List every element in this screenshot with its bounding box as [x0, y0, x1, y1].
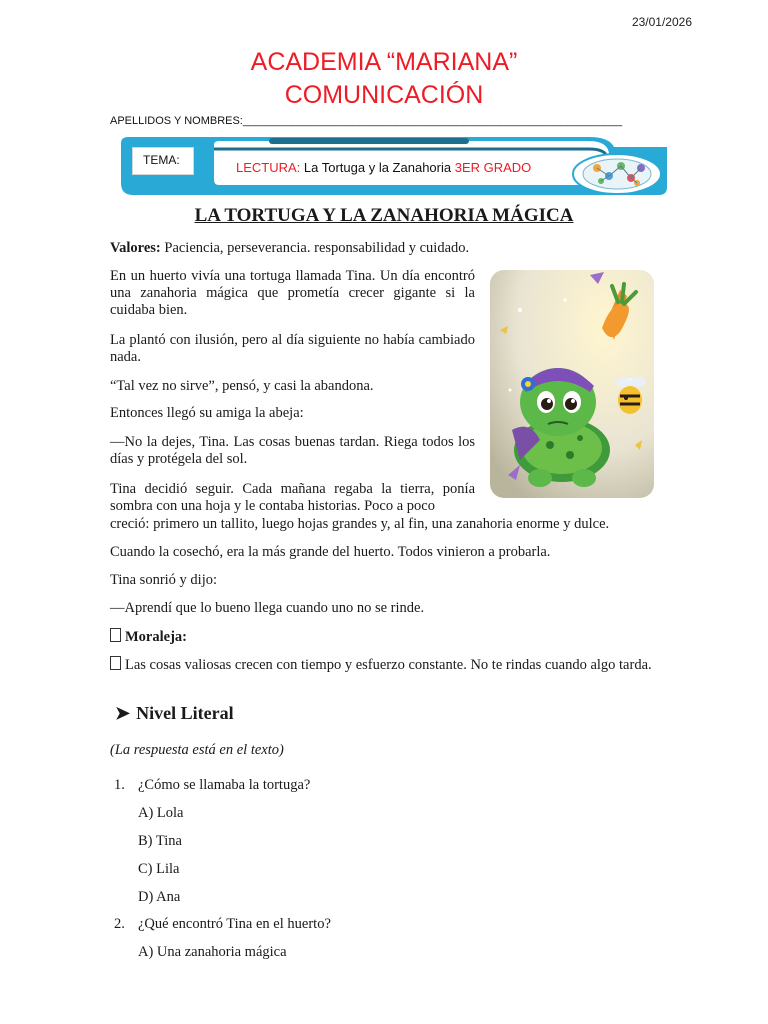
story-title: LA TORTUGA Y LA ZANAHORIA MÁGICA [194, 205, 574, 226]
reading-title [236, 160, 531, 175]
question-number: 2. [114, 916, 125, 932]
answer-option: D) Ana [138, 889, 181, 905]
question-text: ¿Cómo se llamaba la tortuga? [138, 777, 311, 793]
tema-label: TEMA: [132, 147, 194, 175]
story-paragraph-6b: creció: primero un tallito, luego hojas grandes y, al fin, una zanahoria enorme y dulce. [110, 516, 610, 532]
moral-text-line [110, 656, 658, 674]
lectura-title: La Tortuga y la Zanahoria [300, 160, 455, 175]
moral-text: Las cosas valiosas crecen con tiempo y esfuerzo constante. No te rindas cuando algo tarda. [125, 657, 652, 673]
story-paragraph-9: —Aprendí que lo bueno llega cuando uno no se rinde. [110, 600, 425, 616]
student-name-field: APELLIDOS Y NOMBRES:______________________________________________________________ [110, 115, 623, 127]
values-label: Valores: [110, 240, 161, 256]
section-heading [115, 703, 234, 724]
answer-option: C) Lila [138, 861, 180, 877]
question-1 [114, 777, 310, 794]
brain-network-icon [571, 152, 663, 196]
story-paragraph-3: “Tal vez no sirve”, pensó, y casi la abandona. [110, 378, 374, 394]
missing-glyph-icon [110, 656, 121, 670]
story-paragraph-2: La plantó con ilusión, pero al día siguiente no había cambiado nada. [110, 332, 475, 365]
story-paragraph-8: Tina sonrió y dijo: [110, 572, 218, 588]
answer-option: A) Lola [138, 805, 184, 821]
turtle-illustration [490, 270, 654, 498]
story-paragraph-4: Entonces llegó su amiga la abeja: [110, 405, 304, 421]
date: 23/01/2026 [631, 15, 692, 29]
arrow-bullet-icon: ➤ [115, 703, 131, 723]
story-paragraph-1: En un huerto vivía una tortuga llamada Tina. Un día encontró una zanahoria mágica que prometía crecer gigante si la cuidaba bien. [110, 268, 475, 318]
subject-name: COMUNICACIÓN [284, 81, 484, 109]
answer-option: A) Una zanahoria mágica [138, 944, 287, 960]
school-header [0, 46, 768, 112]
grade-label: 3ER GRADO [454, 160, 532, 175]
values-text: Paciencia, perseverancia. responsabilidad y cuidado. [160, 240, 470, 256]
story-paragraph-5: —No la dejes, Tina. Las cosas buenas tardan. Riega todos los días y protégela del sol. [110, 434, 475, 467]
story-paragraph-7: Cuando la cosechó, era la más grande del huerto. Todos vinieron a probarla. [110, 544, 551, 560]
story-paragraph-6a: Tina decidió seguir. Cada mañana regaba la tierra, ponía sombra con una hoja y le contaba historias. Poco a poco [110, 481, 475, 514]
moral-heading [110, 628, 658, 646]
values-line [110, 240, 658, 257]
section-title: Nivel Literal [136, 703, 234, 723]
question-2 [114, 916, 331, 933]
question-number: 1. [114, 777, 125, 793]
missing-glyph-icon [110, 628, 121, 642]
moral-label: Moraleja: [125, 629, 187, 645]
answer-option: B) Tina [138, 833, 182, 849]
school-name: ACADEMIA “MARIANA” [250, 48, 518, 76]
question-text: ¿Qué encontró Tina en el huerto? [138, 916, 331, 932]
lectura-label: LECTURA: [236, 160, 301, 175]
section-hint: (La respuesta está en el texto) [110, 742, 284, 758]
